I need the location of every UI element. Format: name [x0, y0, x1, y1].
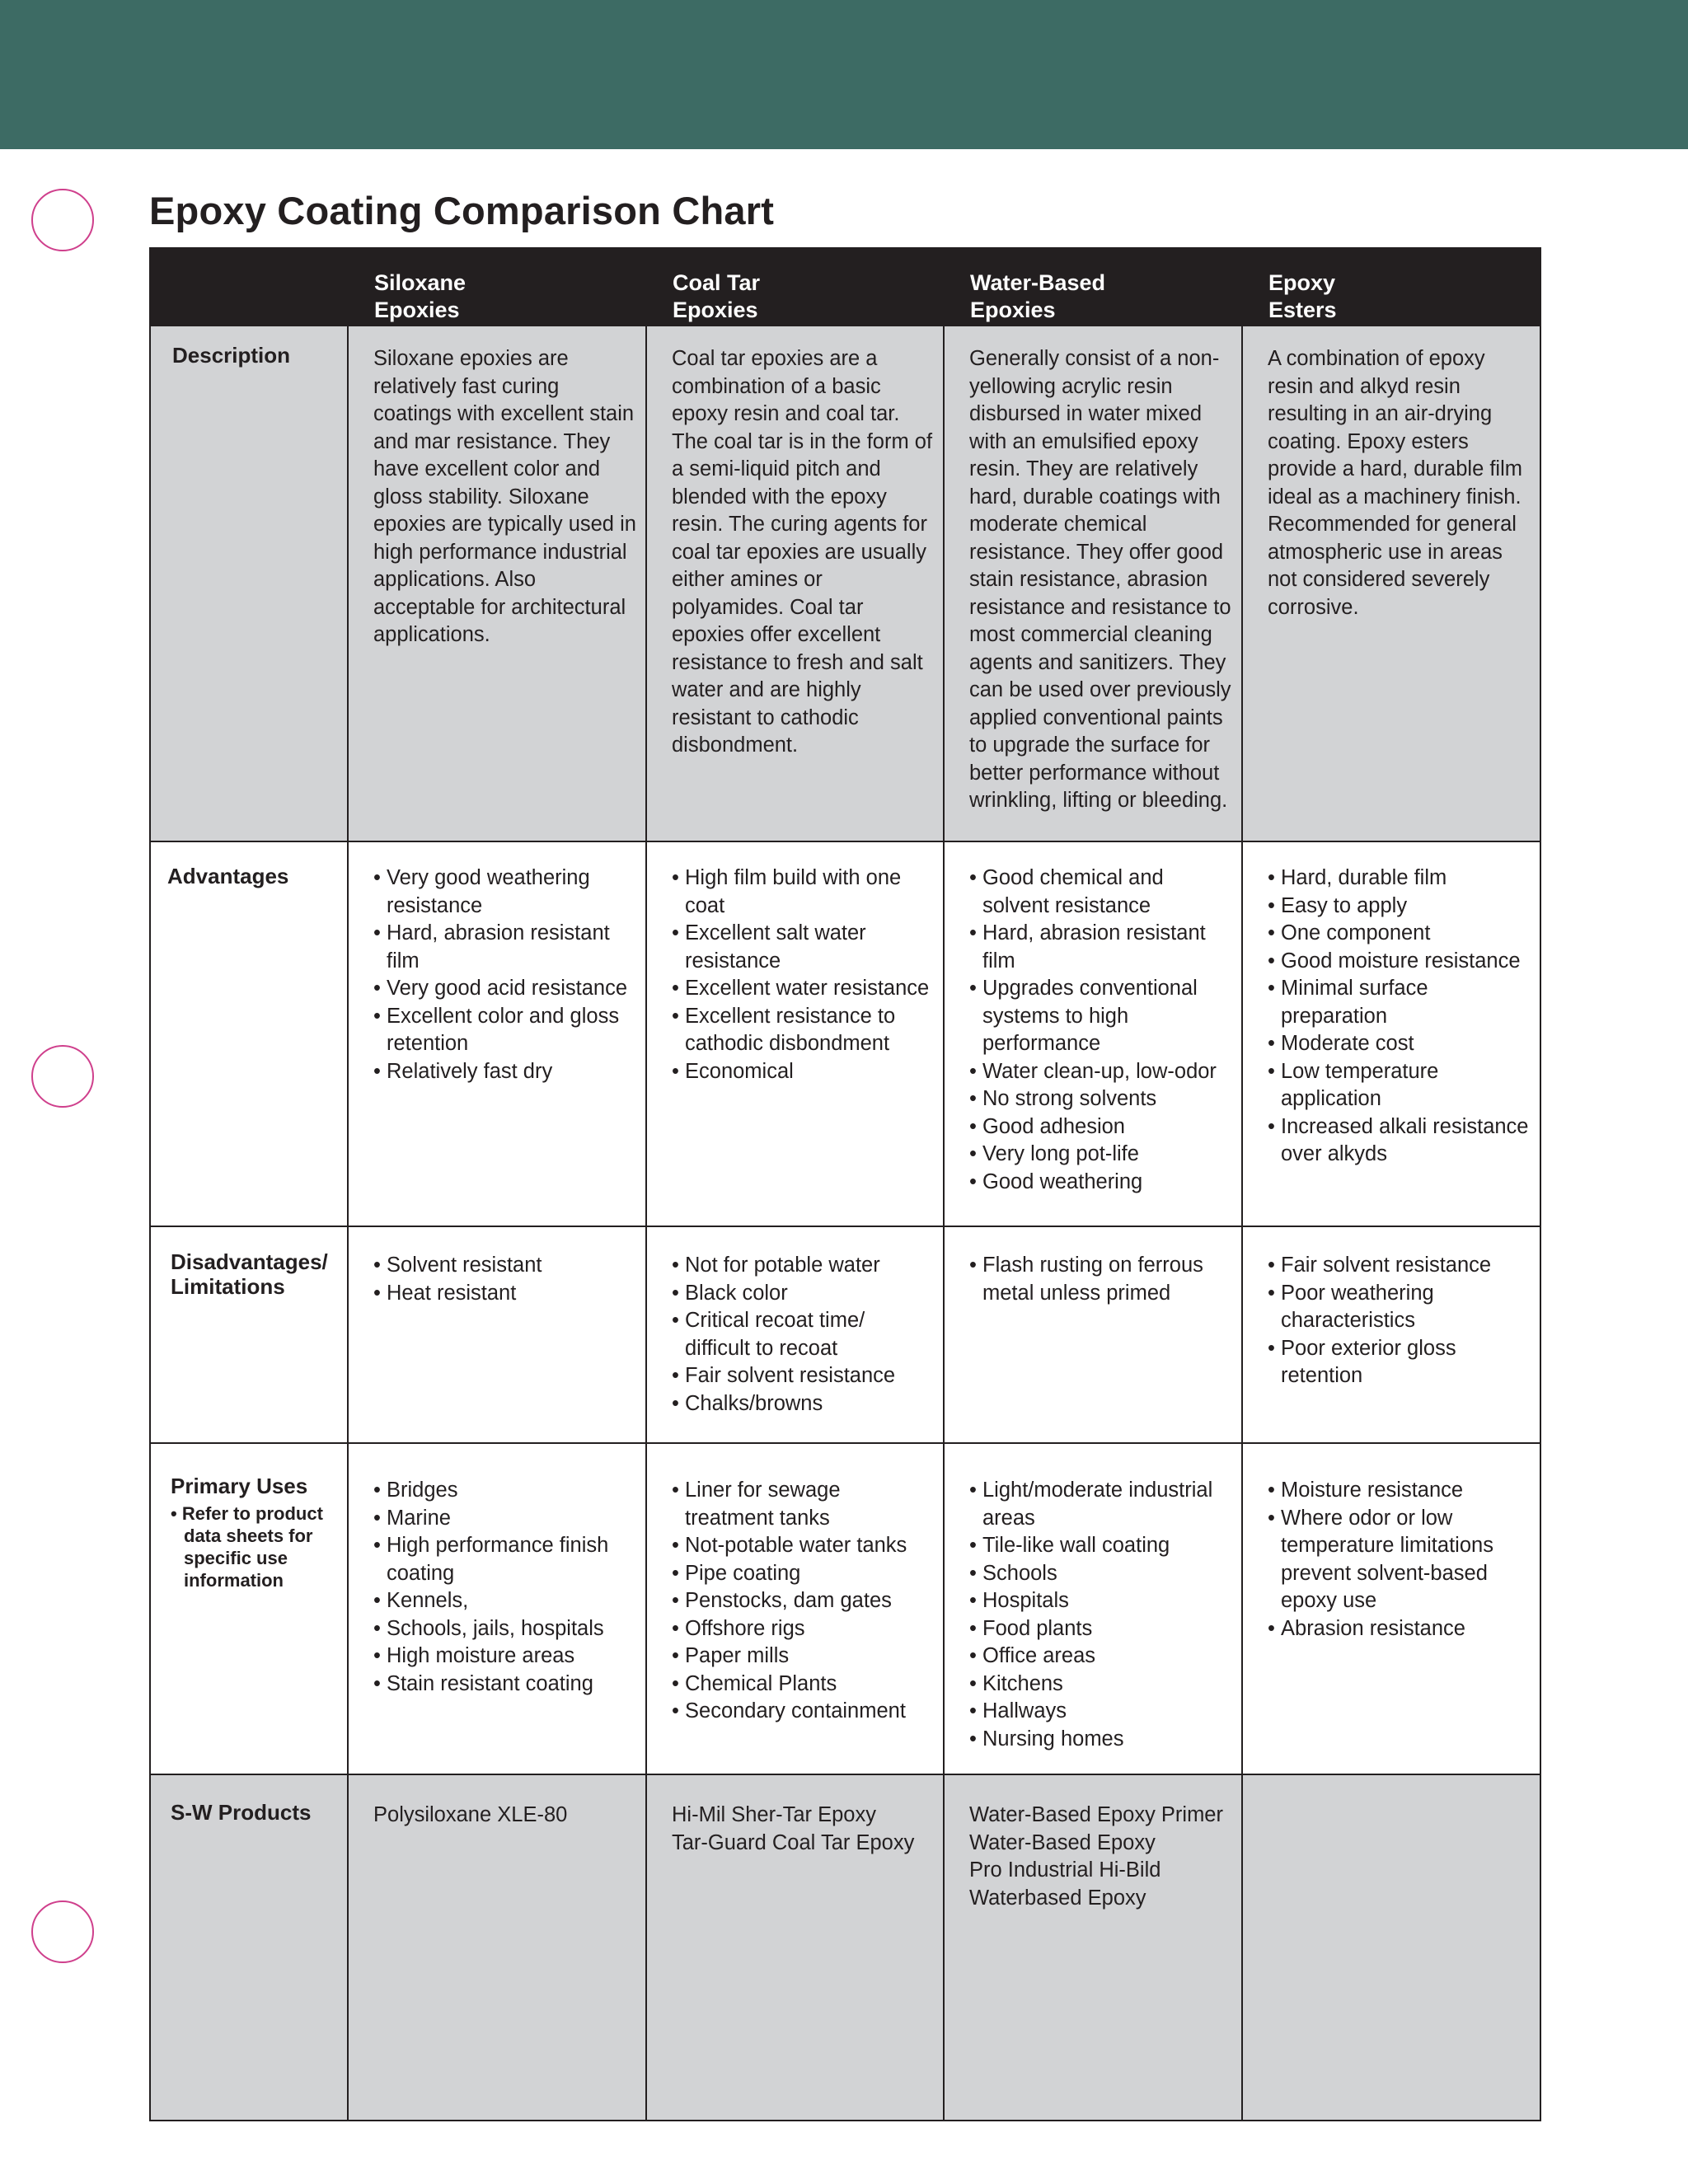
header-band	[0, 0, 1688, 149]
column-header-coal-tar	[646, 248, 944, 326]
bullet-list	[969, 1252, 1233, 1307]
list-item: • Hard, durable film	[1268, 865, 1531, 893]
advantages-cell	[1242, 841, 1540, 1226]
list-item: • Increased alkali resistance over alkyds	[1268, 1113, 1531, 1169]
list-item: • Very long pot-life	[969, 1141, 1233, 1169]
list-item: • Hard, abrasion resistant film	[373, 920, 637, 975]
list-item: • Excellent color and gloss retention	[373, 1003, 637, 1058]
column-header-line: Epoxy	[1268, 270, 1336, 295]
bullet-list	[373, 1477, 637, 1698]
list-item: • Fair solvent resistance	[1268, 1252, 1531, 1280]
bullet-list	[1268, 1477, 1531, 1643]
disadvantages-row	[150, 1226, 1540, 1443]
row-label-line: Limitations	[171, 1274, 285, 1299]
list-item: • Secondary containment	[672, 1698, 935, 1726]
header-corner-cell	[150, 248, 348, 326]
column-header-line: Epoxies	[374, 298, 460, 322]
list-item: • Stain resistant coating	[373, 1671, 637, 1699]
product-name: Hi-Mil Sher-Tar Epoxy	[672, 1803, 876, 1826]
list-item: • Schools, jails, hospitals	[373, 1615, 637, 1643]
list-item: • High moisture areas	[373, 1643, 637, 1671]
column-header-line: Epoxies	[673, 298, 758, 322]
column-header-siloxane	[348, 248, 646, 326]
list-item: • Relatively fast dry	[373, 1058, 637, 1086]
row-label-line: Disadvantages/	[171, 1249, 328, 1274]
products-cell	[646, 1774, 944, 2121]
description-cell: Generally consist of a non-yellowing acrylic resin disbursed in water mixed with an emulsified epoxy resin. They are relatively hard, durable coatings with moderate chemical resistance. They offer good stain resistance, abrasion resistance and resistance to most commercial cleaning agents and sanitizers. They can be used over previously applied conventional paints to upgrade the surface for better performance without wrinkling, lifting or bleeding.	[944, 326, 1242, 841]
bullet-list	[373, 865, 637, 1085]
header-row	[150, 248, 1540, 326]
list-item: • Food plants	[969, 1615, 1233, 1643]
column-header-line: Water-Based	[970, 270, 1106, 295]
punch-hole-top	[31, 189, 94, 251]
list-item: • Tile-like wall coating	[969, 1532, 1233, 1560]
bullet-list	[969, 865, 1233, 1196]
product-list	[969, 1802, 1233, 1912]
data-sheet-note: • Refer to product data sheets for specific use information	[171, 1503, 323, 1591]
disadvantages-cell	[646, 1226, 944, 1443]
list-item: • Chalks/browns	[672, 1390, 935, 1418]
row-label-products: S-W Products	[150, 1774, 348, 2121]
list-item: • Good adhesion	[969, 1113, 1233, 1141]
list-item: • Black color	[672, 1280, 935, 1308]
description-cell: Coal tar epoxies are a combination of a basic epoxy resin and coal tar. The coal tar is in the form of a semi-liquid pitch and blended with the epoxy resin. The curing agents for coal tar epoxies are usually either amines or polyamides. Coal tar epoxies offer excellent resistance to fresh and salt water and are highly resistant to cathodic disbondment.	[646, 326, 944, 841]
product-name: Pro Industrial Hi-Bild	[969, 1858, 1161, 1882]
list-item: • Poor exterior gloss retention	[1268, 1335, 1531, 1390]
column-header-epoxy-esters	[1242, 248, 1540, 326]
row-label-advantages: Advantages	[150, 841, 348, 1226]
list-item: • Pipe coating	[672, 1560, 935, 1588]
product-name: Water-Based Epoxy Primer	[969, 1803, 1223, 1826]
primary-uses-cell	[646, 1443, 944, 1774]
list-item: • Economical	[672, 1058, 935, 1086]
bullet-list	[672, 865, 935, 1085]
primary-uses-row	[150, 1443, 1540, 1774]
list-item: • Hospitals	[969, 1587, 1233, 1615]
list-item: • Very good acid resistance	[373, 975, 637, 1003]
list-item: • Good chemical and solvent resistance	[969, 865, 1233, 920]
list-item: • Not for potable water	[672, 1252, 935, 1280]
list-item: • Hallways	[969, 1698, 1233, 1726]
product-name: Polysiloxane XLE-80	[373, 1803, 568, 1826]
list-item: • Abrasion resistance	[1268, 1615, 1531, 1643]
advantages-cell	[348, 841, 646, 1226]
list-item: • Low temperature application	[1268, 1058, 1531, 1113]
list-item: • Light/moderate industrial areas	[969, 1477, 1233, 1532]
products-cell	[348, 1774, 646, 2121]
primary-uses-cell	[1242, 1443, 1540, 1774]
primary-uses-cell	[348, 1443, 646, 1774]
list-item: • Hard, abrasion resistant film	[969, 920, 1233, 975]
row-label-disadvantages	[150, 1226, 348, 1443]
bullet-list	[1268, 1252, 1531, 1390]
description-cell: Siloxane epoxies are relatively fast curing coatings with excellent stain and mar resistance. They have excellent color and gloss stability. Siloxane epoxies are typically used in high performance industrial applications. Also acceptable for architectural applications.	[348, 326, 646, 841]
column-header-line: Coal Tar	[673, 270, 761, 295]
list-item: • Offshore rigs	[672, 1615, 935, 1643]
column-header-line: Siloxane	[374, 270, 467, 295]
product-list	[373, 1802, 637, 1830]
list-item: • Nursing homes	[969, 1726, 1233, 1754]
list-item: • Kennels,	[373, 1587, 637, 1615]
list-item: • Minimal surface preparation	[1268, 975, 1531, 1030]
row-label-line: Primary Uses	[171, 1474, 308, 1498]
list-item: • Paper mills	[672, 1643, 935, 1671]
bullet-list	[373, 1252, 637, 1307]
list-item: • Excellent salt water resistance	[672, 920, 935, 975]
list-item: • Marine	[373, 1505, 637, 1533]
column-header-line: Esters	[1268, 298, 1337, 322]
list-item: • One component	[1268, 920, 1531, 948]
list-item: • Solvent resistant	[373, 1252, 637, 1280]
list-item: • Excellent water resistance	[672, 975, 935, 1003]
description-row	[150, 326, 1540, 841]
advantages-cell	[944, 841, 1242, 1226]
disadvantages-cell	[944, 1226, 1242, 1443]
disadvantages-cell	[348, 1226, 646, 1443]
product-list	[672, 1802, 935, 1857]
products-row	[150, 1774, 1540, 2121]
list-item: • Liner for sewage treatment tanks	[672, 1477, 935, 1532]
list-item: • Critical recoat time/ difficult to recoat	[672, 1307, 935, 1362]
list-item: • Where odor or low temperature limitations prevent solvent-based epoxy use	[1268, 1505, 1531, 1615]
list-item: • Poor weathering characteristics	[1268, 1280, 1531, 1335]
list-item: • High film build with one coat	[672, 865, 935, 920]
list-item: • Chemical Plants	[672, 1671, 935, 1699]
list-item: • Flash rusting on ferrous metal unless primed	[969, 1252, 1233, 1307]
product-name: Water-Based Epoxy	[969, 1830, 1156, 1854]
list-item: • Penstocks, dam gates	[672, 1587, 935, 1615]
bullet-list	[672, 1477, 935, 1726]
bullet-list	[672, 1252, 935, 1418]
list-item: • Easy to apply	[1268, 893, 1531, 921]
comparison-table	[149, 247, 1541, 2121]
list-item: • Upgrades conventional systems to high performance	[969, 975, 1233, 1058]
primary-uses-cell	[944, 1443, 1242, 1774]
list-item: • No strong solvents	[969, 1085, 1233, 1113]
column-header-line: Epoxies	[970, 298, 1056, 322]
list-item: • Not-potable water tanks	[672, 1532, 935, 1560]
bullet-list	[1268, 865, 1531, 1169]
punch-hole-bottom	[31, 1900, 94, 1963]
punch-hole-middle	[31, 1045, 94, 1108]
list-item: • Water clean-up, low-odor	[969, 1058, 1233, 1086]
list-item: • Good weathering	[969, 1169, 1233, 1197]
list-item: • Heat resistant	[373, 1280, 637, 1308]
advantages-row	[150, 841, 1540, 1226]
list-item: • Bridges	[373, 1477, 637, 1505]
list-item: • Excellent resistance to cathodic disbondment	[672, 1003, 935, 1058]
products-cell	[944, 1774, 1242, 2121]
product-name: Waterbased Epoxy	[969, 1886, 1146, 1910]
list-item: • Office areas	[969, 1643, 1233, 1671]
list-item: • Good moisture resistance	[1268, 948, 1531, 976]
product-name: Tar-Guard Coal Tar Epoxy	[672, 1830, 915, 1854]
bullet-list	[969, 1477, 1233, 1753]
row-label-primary-uses	[150, 1443, 348, 1774]
list-item: • Moisture resistance	[1268, 1477, 1531, 1505]
row-label-description: Description	[150, 326, 348, 841]
description-cell: A combination of epoxy resin and alkyd resin resulting in an air-drying coating. Epoxy esters provide a hard, durable film ideal as a machinery finish. Recommended for general atmospheric use in areas not considered severely corrosive.	[1242, 326, 1540, 841]
list-item: • Fair solvent resistance	[672, 1362, 935, 1390]
list-item: • Kitchens	[969, 1671, 1233, 1699]
column-header-water-based	[944, 248, 1242, 326]
products-cell	[1242, 1774, 1540, 2121]
list-item: • Schools	[969, 1560, 1233, 1588]
disadvantages-cell	[1242, 1226, 1540, 1443]
list-item: • Moderate cost	[1268, 1030, 1531, 1058]
list-item: • Very good weathering resistance	[373, 865, 637, 920]
advantages-cell	[646, 841, 944, 1226]
page-title: Epoxy Coating Comparison Chart	[149, 189, 775, 232]
list-item: • High performance finish coating	[373, 1532, 637, 1587]
